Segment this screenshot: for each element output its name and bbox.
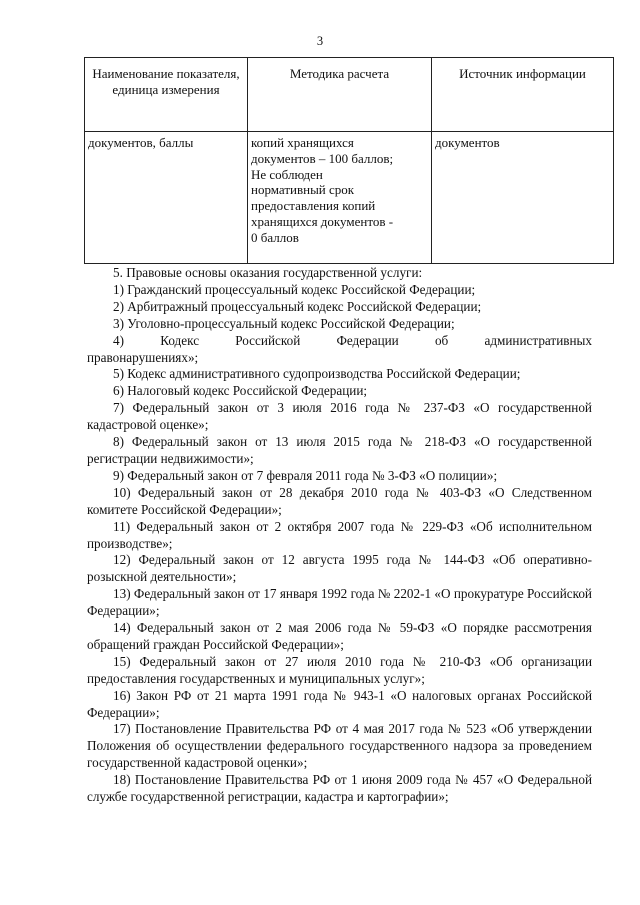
list-item: 3) Уголовно-процессуальный кодекс Российской Федерации; [113,315,455,331]
list-item: 1) Гражданский процессуальный кодекс Российской Федерации; [113,281,476,297]
section-heading: 5. Правовые основы оказания государственной услуги: [113,265,423,280]
list-item: 18) Постановление Правительства РФ от 1 июня 2009 года № 457 «О Федеральной службе государственной регистрации, кадастра и картографии»; [87,772,592,805]
list-item: 15) Федеральный закон от 27 июля 2010 года № 210-ФЗ «Об организации предоставления государственных и муниципальных услуг»; [87,653,592,686]
table-row [85,132,614,264]
header-calculation-method: Методика расчета [248,58,432,132]
header-indicator-name: Наименование показателя, единица измерения [85,58,248,132]
list-item: 6) Налоговый кодекс Российской Федерации; [113,383,368,399]
list-item: 8) Федеральный закон от 13 июля 2015 года № 218-ФЗ «О государственной регистрации недвижимости»; [87,434,592,466]
list-item: 7) Федеральный закон от 3 июля 2016 года № 237-ФЗ «О государственной кадастровой оценке»; [87,400,592,433]
list-item [87,333,592,350]
cell-method: копий хранящихся документов – 100 баллов; Не соблюден нормативный срок предоставления копий хранящихся документов - 0 баллов [248,132,432,264]
list-item: 17) Постановление Правительства РФ от 4 мая 2017 года № 523 «Об утверждении Положения об осуществлении федерального государственного надзора за проведением государственной кадастровой оценки»; [87,721,592,771]
indicator-table [84,57,614,264]
list-item: 10) Федеральный закон от 28 декабря 2010 года № 403-ФЗ «О Следственном комитете Российской Федерации»; [87,484,592,517]
list-item-continuation: правонарушениях»; [87,349,199,365]
table-header-row [85,58,614,132]
list-item: 5) Кодекс административного судопроизводства Российской Федерации; [113,366,521,382]
cell-source: документов [432,132,614,264]
legal-basis-section [87,265,592,806]
list-item: 9) Федеральный закон от 7 февраля 2011 года № 3-ФЗ «О полиции»; [113,467,498,483]
list-item: 12) Федеральный закон от 12 августа 1995 года № 144-ФЗ «Об оперативно-розыскной деятельности»; [87,552,592,585]
cell-indicator: документов, баллы [85,132,248,264]
list-item: 11) Федеральный закон от 2 октября 2007 года № 229-ФЗ «Об исполнительном производстве»; [87,518,592,551]
page-number: 3 [316,34,324,48]
list-item: 2) Арбитражный процессуальный кодекс Российской Федерации; [113,298,482,314]
list-item: 14) Федеральный закон от 2 мая 2006 года № 59-ФЗ «О порядке рассмотрения обращений граждан Российской Федерации»; [87,620,592,652]
header-information-source: Источник информации [432,58,614,132]
list-item: 16) Закон РФ от 21 марта 1991 года № 943-1 «О налоговых органах Российской Федерации»; [87,687,592,720]
list-item: 13) Федеральный закон от 17 января 1992 года № 2202-1 «О прокуратуре Российской Федерации»; [87,586,592,619]
list-item-text: 4) Кодекс Российской Федерации об административных [113,332,592,348]
